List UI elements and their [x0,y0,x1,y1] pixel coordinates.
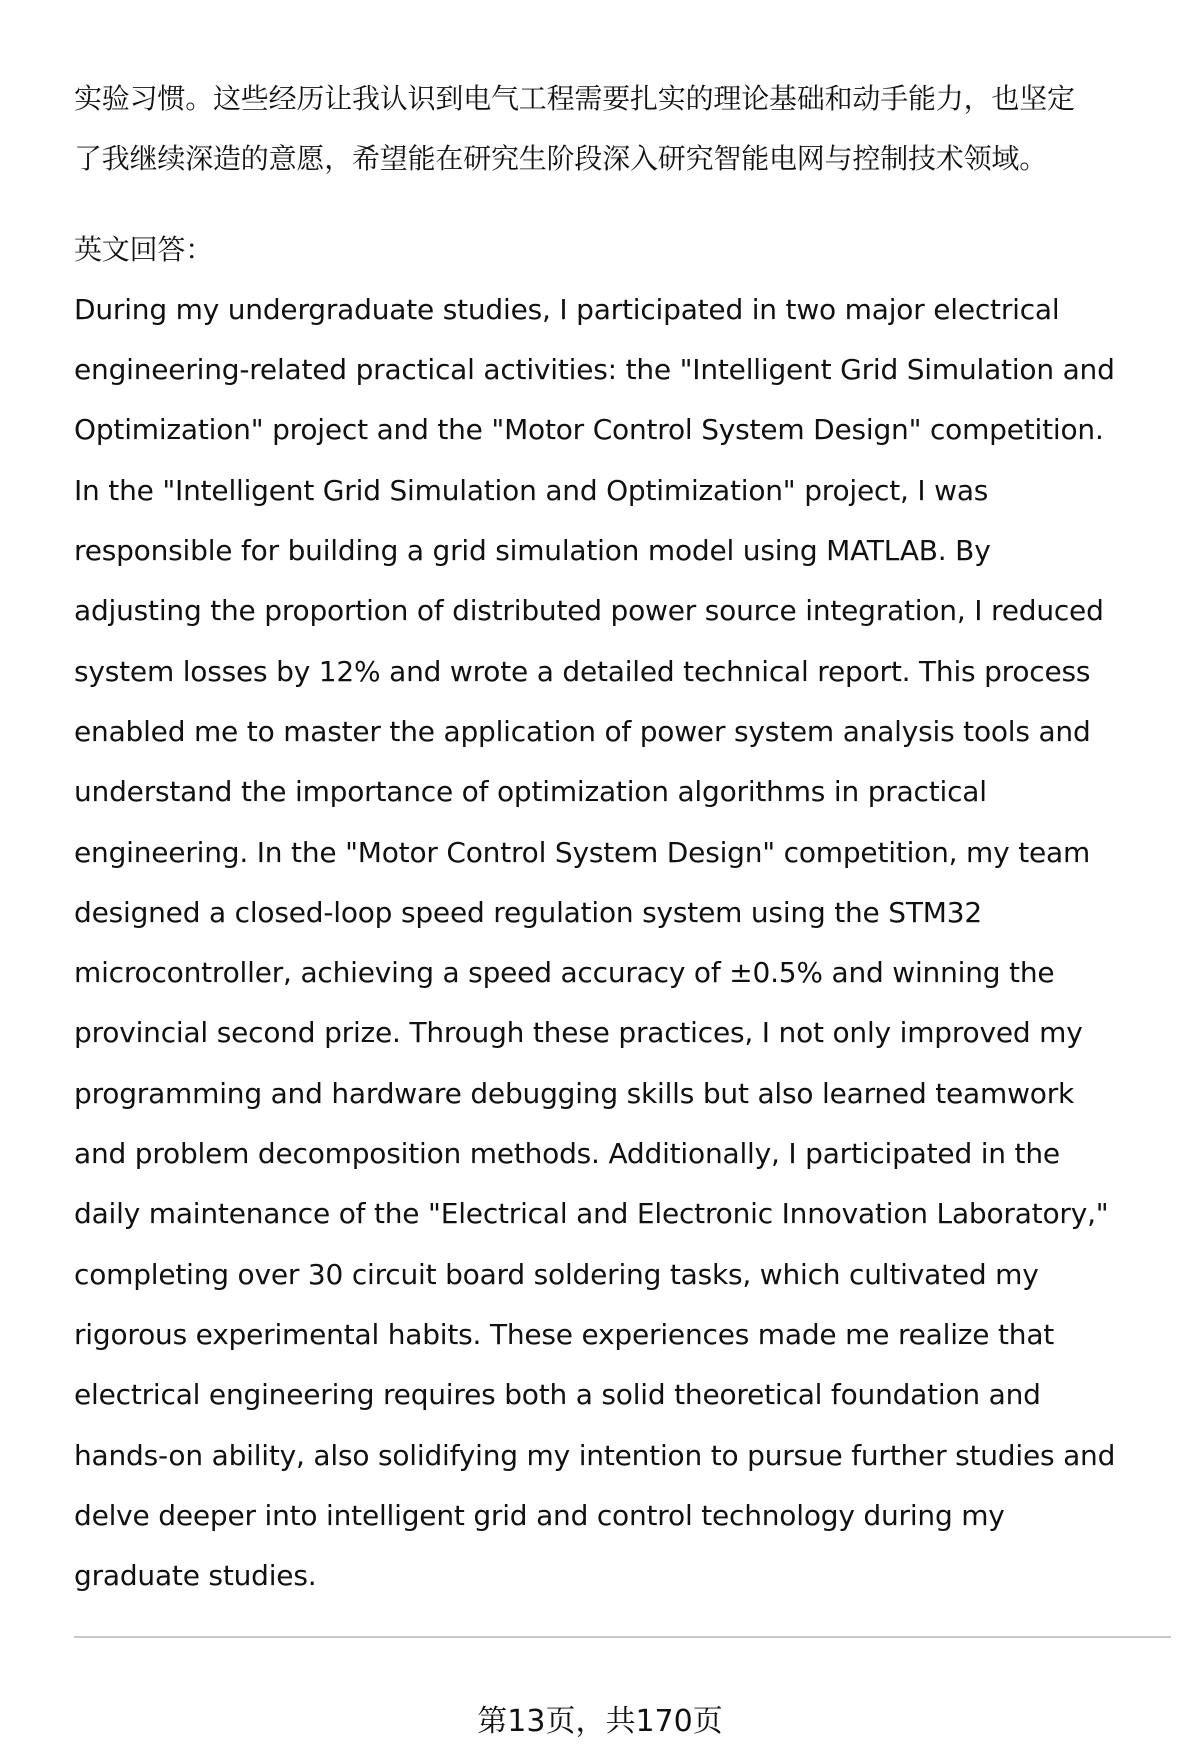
paragraph-line: hands-on ability, also solidifying my intention to pursue further studies and [74,1438,1116,1472]
paragraph-line: enabled me to master the application of power system analysis tools and [74,714,1091,748]
paragraph-line: and problem decomposition methods. Additionally, I participated in the [74,1137,1060,1171]
paragraph-line: electrical engineering requires both a solid theoretical foundation and [74,1378,1041,1412]
paragraph-line: designed a closed-loop speed regulation system using the STM32 [74,895,982,929]
section-heading: 英文回答： [74,232,214,266]
paragraph-line: microcontroller, achieving a speed accuracy of ±0.5% and winning the [74,956,1055,990]
paragraph-line: programming and hardware debugging skills but also learned teamwork [74,1076,1075,1110]
paragraph-line: delve deeper into intelligent grid and control technology during my [74,1498,1005,1532]
page-number: 第13页，共170页 [477,1704,723,1739]
paragraph-line: daily maintenance of the "Electrical and Electronic Innovation Laboratory," [74,1197,1109,1231]
paragraph-line: Optimization" project and the "Motor Control System Design" competition. [74,413,1104,447]
paragraph-line: completing over 30 circuit board soldering tasks, which cultivated my [74,1257,1039,1291]
footer-divider [74,1636,1171,1638]
paragraph-line: responsible for building a grid simulation model using MATLAB. By [74,534,991,568]
paragraph-line: rigorous experimental habits. These experiences made me realize that [74,1317,1055,1351]
paragraph-line: engineering. In the "Motor Control System Design" competition, my team [74,835,1091,869]
paragraph-line: 了我继续深造的意愿，希望能在研究生阶段深入研究智能电网与控制技术领域。 [74,142,1048,176]
paragraph-line: engineering-related practical activities: the "Intelligent Grid Simulation and [74,353,1115,387]
document-body [74,69,1174,1606]
paragraph-line: adjusting the proportion of distributed power source integration, I reduced [74,594,1104,628]
paragraph-line: understand the importance of optimization algorithms in practical [74,775,987,809]
paragraph-line: system losses by 12% and wrote a detailed technical report. This process [74,654,1091,688]
paragraph-line: graduate studies. [74,1559,317,1593]
paragraph-line: During my undergraduate studies, I participated in two major electrical [74,292,1060,326]
paragraph-line: 实验习惯。这些经历让我认识到电气工程需要扎实的理论基础和动手能力，也坚定 [74,82,1075,115]
paragraph-line: provincial second prize. Through these practices, I not only improved my [74,1016,1083,1050]
paragraph-line: In the "Intelligent Grid Simulation and Optimization" project, I was [74,473,989,507]
